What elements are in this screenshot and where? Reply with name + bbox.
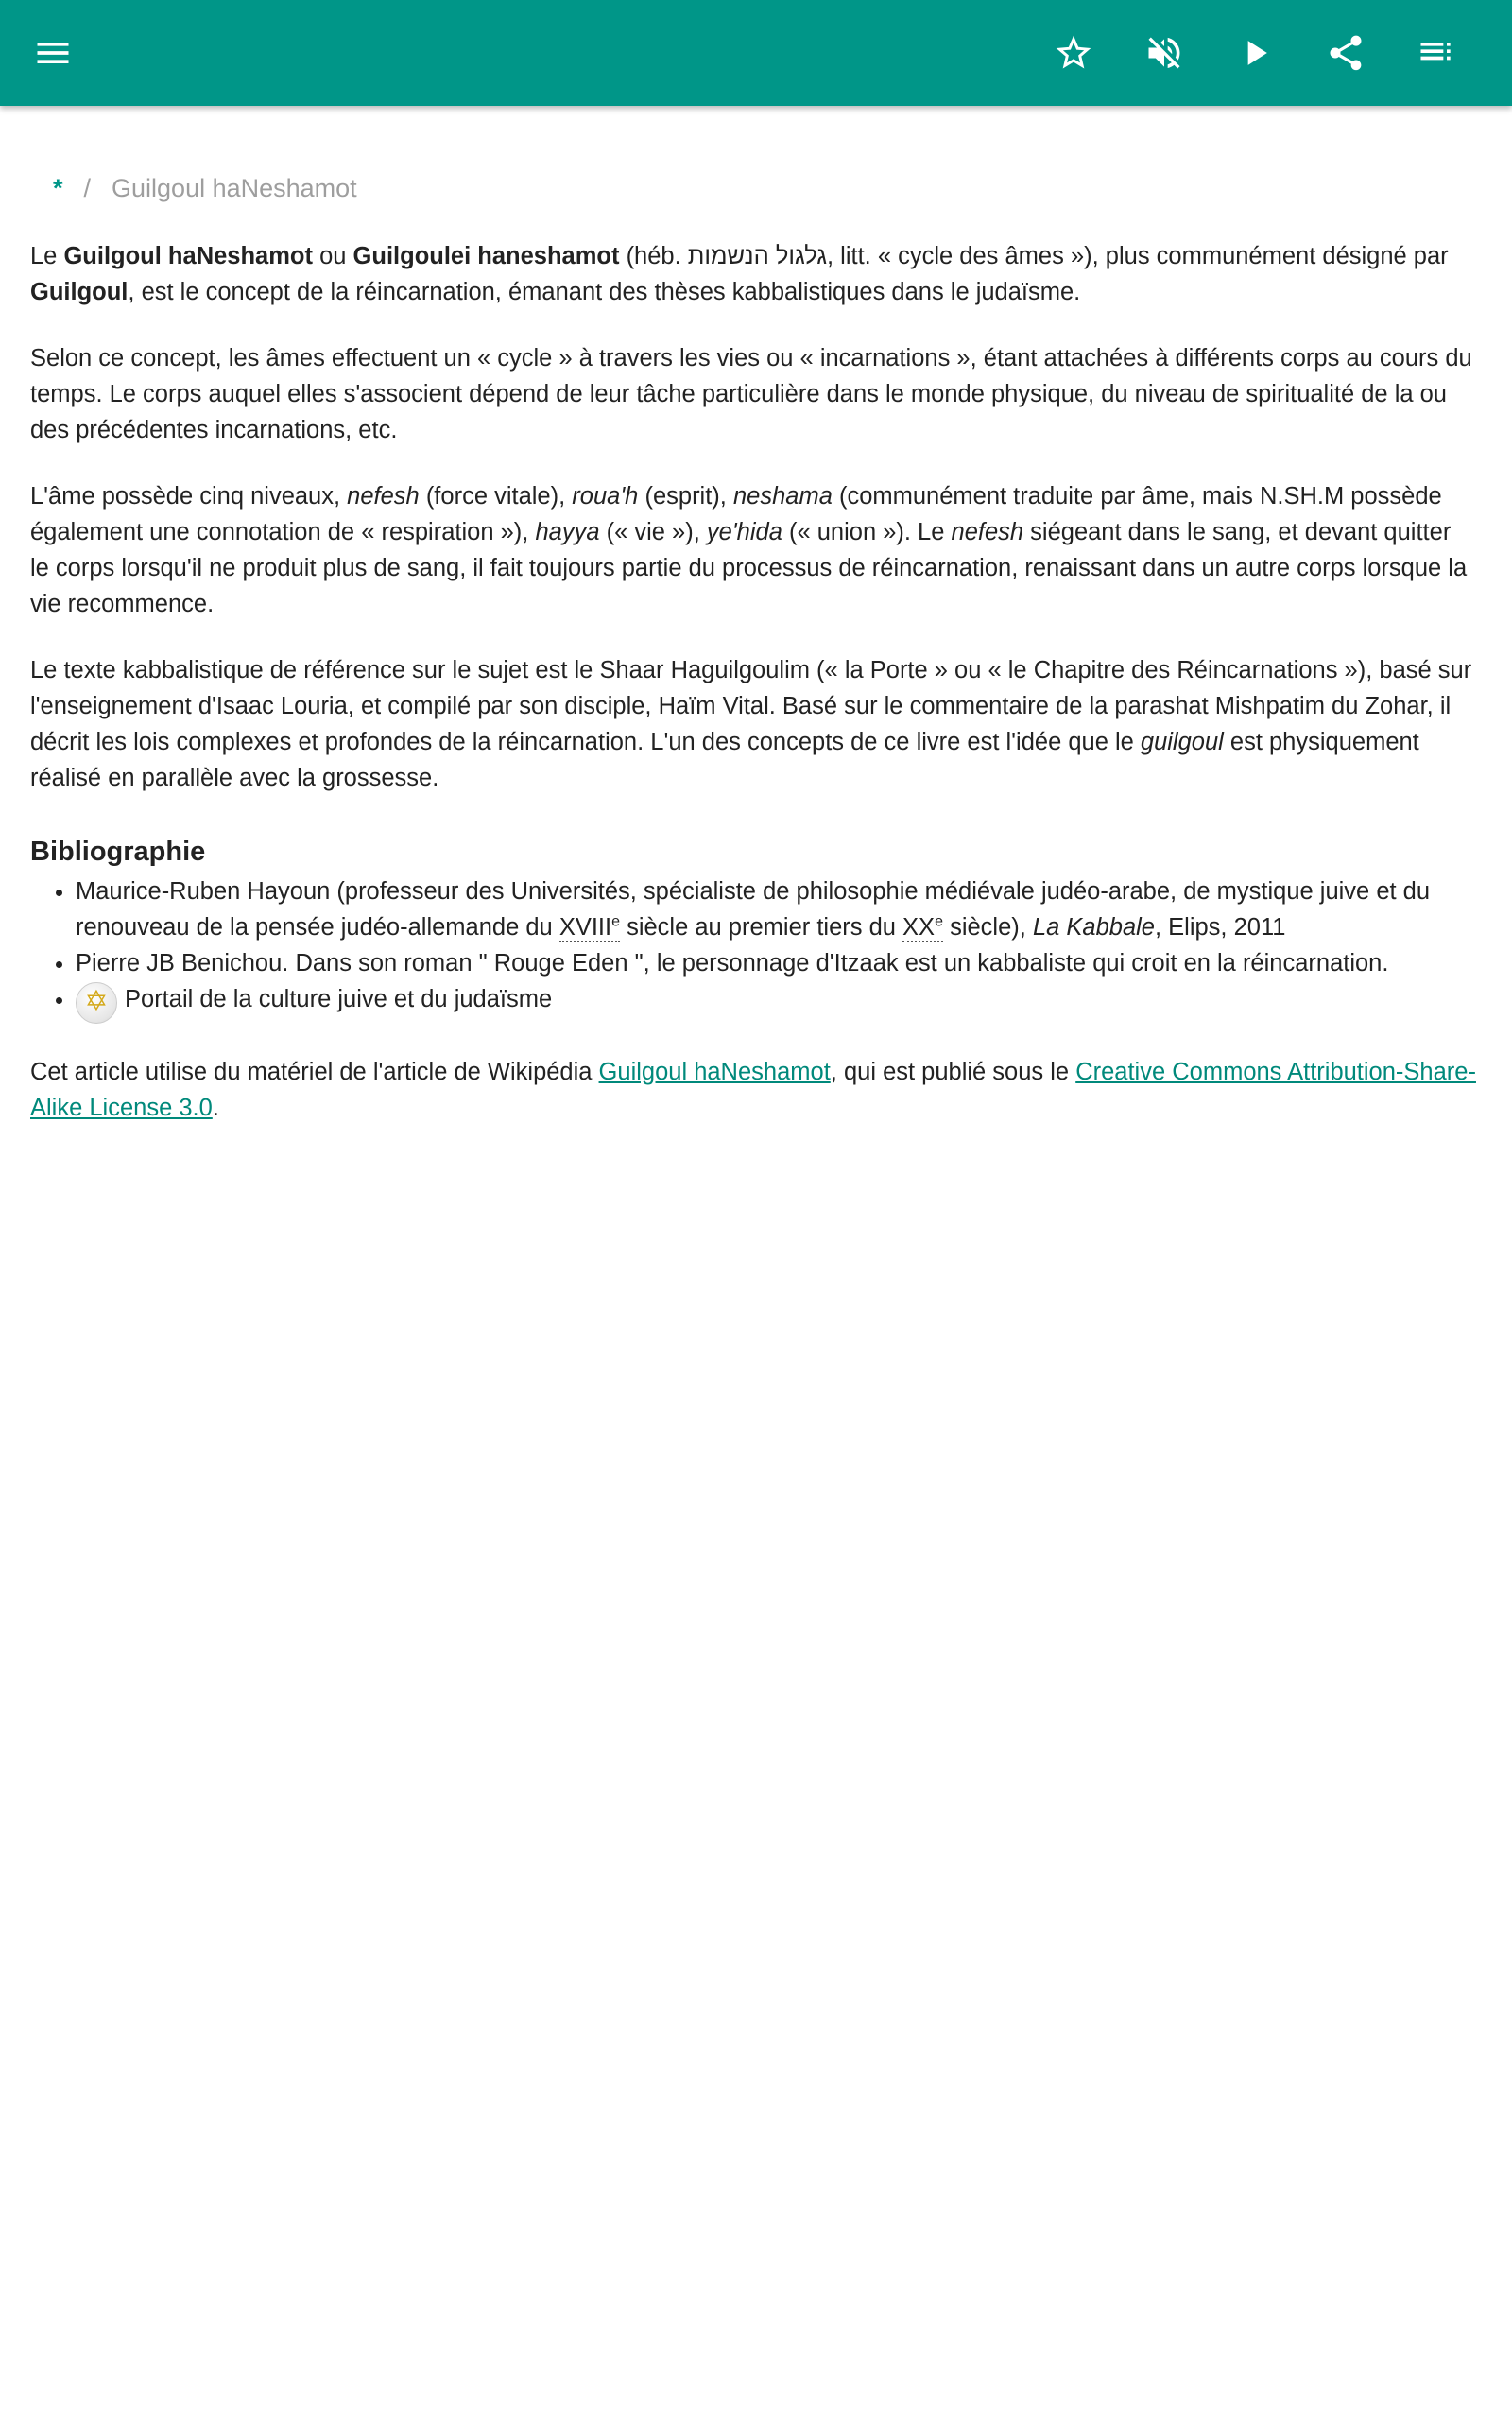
breadcrumb-current: Guilgoul haNeshamot [112,174,357,202]
volume-off-icon [1143,32,1185,74]
ordinal-superscript: e [935,913,943,930]
bibliography-heading: Bibliographie [30,837,206,867]
play-icon [1234,32,1276,74]
term-bold: Guilgoul haNeshamot [63,243,313,269]
text: (esprit), [638,483,733,510]
list-item: • Pierre JB Benichou. Dans son roman " Rouge Eden ", le personnage d'Itzaak est un kabbaliste qui croit en la réincarnation. [76,945,1476,981]
menu-icon [32,32,74,74]
text: Le [30,243,64,269]
text: . [212,1095,219,1121]
favorite-button[interactable] [1043,23,1104,83]
wikipedia-article-link[interactable]: Guilgoul haNeshamot [598,1059,831,1085]
breadcrumb [53,170,1476,206]
century-numeral: XX [902,914,936,941]
breadcrumb-home-link[interactable]: * [53,174,63,202]
share-button[interactable] [1315,23,1376,83]
text: , Elips, 2011 [1154,914,1286,941]
term-italic: hayya [535,519,600,545]
bibliography-list [30,873,1476,1024]
book-title: La Kabbale [1032,914,1155,941]
breadcrumb-separator: / [83,174,92,202]
text: siégeant dans le sang, et devant quitter le corps lorsqu'il ne produit plus de sang, il fait toujours partie du processus de réincarnation, renaissant dans un autre corps lorsque la vie recommence. [30,519,1468,617]
text: ou [312,243,353,269]
intro-paragraph [30,238,1476,310]
text: (« union »). Le [782,519,952,545]
ordinal-superscript: e [611,913,620,930]
century-abbr [559,914,620,942]
term-bold: Guilgoul [30,279,129,305]
playlist-icon [1416,32,1457,74]
century-abbr [902,914,943,942]
menu-button[interactable] [23,23,83,83]
term-italic: roua'h [572,483,639,510]
text: , est le concept de la réincarnation, émanant des thèses kabbalistiques dans le judaïsme. [128,279,1081,305]
text: (force vitale), [419,483,573,510]
term-italic: neshama [732,483,833,510]
text: est physiquement réalisé en parallèle avec la grossesse. [30,729,1419,791]
license-footer [30,1054,1476,1126]
concept-paragraph: Selon ce concept, les âmes effectuent un « cycle » à travers les vies ou « incarnations », étant attachées à différents corps au cours du temps. Le corps auquel elles s'associent dépend de leur tâche particulière dans le monde physique, du niveau de spiritualité de la ou des précédentes incarnations, etc. [30,345,1472,443]
text: siècle au premier tiers du [620,914,903,941]
text: Cet article utilise du matériel de l'article de Wikipédia [30,1059,599,1085]
mute-button[interactable] [1134,23,1194,83]
portal-label: Portail de la culture juive et du judaïsme [125,986,553,1012]
text: , qui est publié sous le [830,1059,1076,1085]
soul-levels-paragraph [30,478,1476,622]
app-toolbar [0,0,1512,106]
share-icon [1325,32,1366,74]
term-bold: Guilgoulei haneshamot [352,243,620,269]
license-link[interactable]: Creative Commons Attribution-Share-Alike License 3.0 [30,1059,1476,1121]
list-item [76,981,1476,1024]
contents-button[interactable] [1406,23,1467,83]
list-item [76,873,1476,945]
term-italic: nefesh [347,483,420,510]
term-italic: ye'hida [706,519,782,545]
star-of-david-icon[interactable]: ✡ [76,982,117,1024]
text: (« vie »), [599,519,707,545]
star-outline-icon [1053,32,1094,74]
text: siècle), [942,914,1033,941]
play-button[interactable] [1225,23,1285,83]
reference-text-paragraph [30,652,1476,796]
century-numeral: XVIII [558,914,612,941]
article-content [30,142,1476,1156]
text: (héb. גלגול הנשמות, litt. « cycle des âmes »), plus communément désigné par [619,243,1449,269]
text: (communément traduite par âme, mais N.SH.M possède également une connotation de « respiration »), [30,483,1442,545]
text: L'âme possède cinq niveaux, [30,483,348,510]
text: Le texte kabbalistique de référence sur le sujet est le Shaar Haguilgoulim (« la Porte » ou « le Chapitre des Réincarnations »), basé sur l'enseignement d'Isaac Louria, et compilé par son disciple, Haïm Vital. Basé sur le commentaire de la parashat Mishpatim du Zohar, il décrit les lois complexes et profondes de la réincarnation. L'un des concepts de ce livre est l'idée que le [30,657,1472,755]
term-italic: nefesh [951,519,1024,545]
text: Maurice-Ruben Hayoun (professeur des Universités, spécialiste de philosophie médiévale judéo-arabe, de mystique juive et du renouveau de la pensée judéo-allemande du [76,878,1431,941]
term-italic: guilgoul [1140,729,1224,755]
